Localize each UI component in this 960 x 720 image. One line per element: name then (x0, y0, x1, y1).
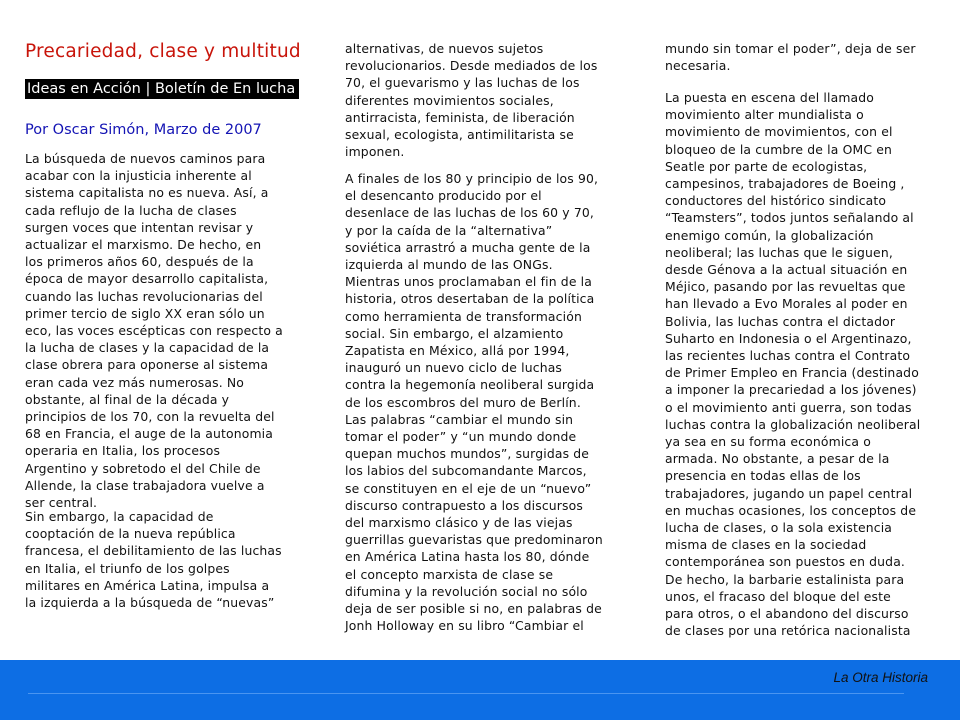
text-line: han llevado a Evo Morales al poder en (665, 296, 908, 312)
text-line: bloqueo de la cumbre de la OMC en (665, 141, 892, 157)
text-line: en América Latina hasta los 80, dónde (345, 549, 590, 565)
text-line: Jonh Holloway en su libro “Cambiar el (345, 618, 584, 634)
text-line: antirracista, feminista, de liberación (345, 109, 575, 125)
text-line: surgen voces que intentan revisar y (25, 219, 254, 235)
text-line: desde Génova a la actual situación en (665, 262, 908, 278)
text-line: en muchas ocasiones, los conceptos de (665, 502, 917, 518)
newsletter-banner: Ideas en Acción | Boletín de En lucha (25, 79, 299, 99)
text-line: presencia en todas ellas de los (665, 468, 861, 484)
text-line: a imponer la precariedad a los jóvenes) (665, 382, 917, 398)
text-line: se constituyen en el eje de un “nuevo” (345, 480, 592, 496)
text-line: contra la hegemonía neoliberal surgida (345, 377, 595, 393)
text-line: De hecho, la barbarie estalinista para (665, 571, 905, 587)
text-line: imponen. (345, 144, 405, 160)
text-line: lucha de clases, o la sola existencia (665, 520, 893, 536)
text-line: principios de los 70, con la revuelta del (25, 409, 275, 425)
text-line: Allende, la clase trabajadora vuelve a (25, 477, 265, 493)
paragraph (665, 89, 920, 640)
text-line: difumina y la revolución social no sólo (345, 583, 588, 599)
text-line: mundo sin tomar el poder”, deja de ser (665, 41, 916, 56)
footer-divider (28, 693, 904, 694)
text-line: ya sea en su forma económica o (665, 434, 871, 450)
text-line: el concepto marxista de clase se (345, 566, 554, 582)
text-line: obstante, al final de la década y (25, 391, 230, 407)
paragraph (25, 150, 283, 511)
text-line: discurso contrapuesto a los discursos (345, 497, 583, 513)
text-line: trabajadores, jugando un papel central (665, 485, 913, 501)
text-line: diferentes movimientos sociales, (345, 92, 554, 108)
text-line: misma de clases en la sociedad (665, 537, 867, 553)
text-line: Mientras unos proclamaban el fin de la (345, 274, 593, 290)
text-line: contemporánea son puestos en duda. (665, 554, 906, 570)
footer-bar (0, 660, 960, 720)
text-line: de clases por una retórica nacionalista (665, 623, 911, 639)
text-line: desenlace de las luchas de los 60 y 70, (345, 205, 595, 221)
text-line: Las palabras “cambiar el mundo sin (345, 411, 574, 427)
text-line: los labios del subcomandante Marcos, (345, 463, 587, 479)
text-line: “Teamsters”, todos juntos señalando al (665, 210, 914, 226)
text-line: clase obrera para oponerse al sistema (25, 357, 269, 373)
text-line: 70, el guevarismo y las luchas de los (345, 75, 580, 91)
text-line: cooptación de la nueva república (25, 526, 236, 542)
text-line: actualizar el marxismo. De hecho, en (25, 237, 262, 253)
text-line: eco, las voces escépticas con respecto a (25, 323, 283, 339)
footer-caption: La Otra Historia (833, 670, 928, 685)
text-line: de los escombros del muro de Berlín. (345, 394, 581, 410)
text-line: Méjico, pasando por las revueltas que (665, 279, 906, 295)
text-line: o el movimiento anti guerra, son todas (665, 399, 912, 415)
text-line: operaria en Italia, los procesos (25, 443, 221, 459)
author-byline: Por Oscar Simón, Marzo de 2007 (25, 122, 262, 138)
text-line: primer tercio de siglo XX eran sólo un (25, 305, 265, 321)
text-line: quepan muchos mundos”, surgidas de (345, 446, 590, 462)
text-line: Suharto en Indonesia o el Argentinazo, (665, 330, 912, 346)
text-line: los primeros años 60, después de la (25, 254, 254, 270)
text-line: para otros, o el abandono del discurso (665, 606, 909, 622)
text-line: 68 en Francia, el auge de la autonomia (25, 426, 274, 442)
text-line: sistema capitalista no es nueva. Así, a (25, 185, 269, 201)
text-line: necesaria. (665, 58, 731, 74)
text-line: campesinos, trabajadores de Boeing , (665, 176, 905, 192)
text-line: en Italia, el triunfo de los golpes (25, 560, 230, 576)
text-line: La búsqueda de nuevos caminos para (25, 151, 266, 166)
text-line: y por la caída de la “alternativa” (345, 222, 553, 238)
text-line: Bolivia, las luchas contra el dictador (665, 313, 896, 329)
text-line: tomar el poder” y “un mundo donde (345, 429, 577, 445)
text-line: del marxismo clásico y de las viejas (345, 515, 573, 531)
text-line: deja de ser posible si no, en palabras de (345, 601, 602, 617)
text-line: cada reflujo de la lucha de clases (25, 202, 237, 218)
text-line: Sin embargo, la capacidad de (25, 509, 214, 524)
text-line: movimiento de movimientos, con el (665, 124, 893, 140)
text-line: inauguró un nuevo ciclo de luchas (345, 360, 563, 376)
text-line: guerrillas guevaristas que predominaron (345, 532, 603, 548)
text-line: la lucha de clases y la capacidad de la (25, 340, 270, 356)
text-line: historia, otros desertaban de la política (345, 291, 595, 307)
text-line: movimiento alter mundialista o (665, 107, 864, 123)
text-line: unos, el fracaso del bloque del este (665, 588, 891, 604)
text-line: izquierda al mundo de las ONGs. (345, 257, 553, 273)
text-line: época de mayor desarrollo capitalista, (25, 271, 269, 287)
paragraph (345, 40, 597, 160)
text-line: social. Sin embargo, el alzamiento (345, 325, 564, 341)
text-line: acabar con la injusticia inherente al (25, 168, 252, 184)
text-line: armada. No obstante, a pesar de la (665, 451, 890, 467)
text-line: enemigo común, la globalización (665, 227, 874, 243)
text-line: soviética arrastró a mucha gente de la (345, 239, 591, 255)
text-line: alternativas, de nuevos sujetos (345, 41, 544, 56)
text-line: eran cada vez más numerosas. No (25, 374, 245, 390)
text-line: conductores del histórico sindicato (665, 193, 887, 209)
text-line: de Primer Empleo en Francia (destinado (665, 365, 919, 381)
text-line: las recientes luchas contra el Contrato (665, 348, 911, 364)
text-line: militares en América Latina, impulsa a (25, 577, 270, 593)
text-line: Argentino y sobretodo el del Chile de (25, 460, 261, 476)
text-line: cuando las luchas revolucionarias del (25, 288, 263, 304)
text-line: el desencanto producido por el (345, 188, 542, 204)
text-line: como herramienta de transformación (345, 308, 582, 324)
text-line: revolucionarios. Desde mediados de los (345, 58, 598, 74)
text-line: luchas contra la globalización neoliberal (665, 416, 921, 432)
text-line: la izquierda a la búsqueda de “nuevas” (25, 595, 275, 611)
text-line: sexual, ecologista, antimilitarista se (345, 127, 574, 143)
text-line: francesa, el debilitamiento de las luchas (25, 543, 282, 559)
text-line: Seatle por parte de ecologistas, (665, 158, 868, 174)
text-line: ser central. (25, 495, 98, 511)
text-line: Zapatista en México, allá por 1994, (345, 343, 570, 359)
paragraph (665, 40, 916, 74)
text-line: La puesta en escena del llamado (665, 90, 875, 105)
text-line: neoliberal; las luchas que le siguen, (665, 244, 893, 260)
paragraph (345, 170, 603, 634)
text-line: A finales de los 80 y principio de los 90, (345, 171, 599, 186)
paragraph (25, 508, 282, 611)
article-title: Precariedad, clase y multitud (25, 41, 301, 62)
